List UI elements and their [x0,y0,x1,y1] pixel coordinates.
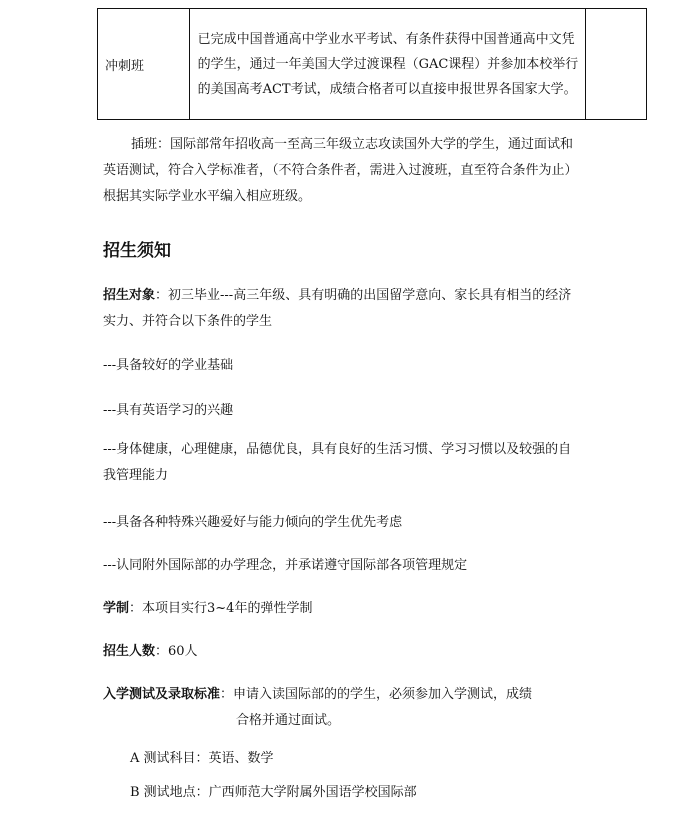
admission-line [103,683,532,702]
duration-label: 学制 [103,601,130,616]
condition-item: ---具备较好的学业基础 [103,358,234,373]
admission-label: 入学测试及录取标准 [103,687,221,702]
enrollment-target-text: ：初三毕业---高三年级、具有明确的出国留学意向、家长具有相当的经济实力、并符合以下条件的学生 [103,288,572,329]
duration-line [103,597,312,616]
test-subjects-line: A 测试科目：英语、数学 [130,751,274,766]
admission-continuation: 合格并通过面试。 [236,713,341,728]
class-table [97,8,647,120]
enrollment-target-label: 招生对象 [103,288,156,303]
table-cell-class-name: 冲刺班 [98,9,190,120]
test-location-line: B 测试地点：广西师范大学附属外国语学校国际部 [130,785,417,800]
enrollment-count-line [103,640,198,659]
table-cell-description: 已完成中国普通高中学业水平考试、有条件获得中国普通高中文凭的学生，通过一年美国大学过渡课程（GAC课程）并参加本校举行的美国高考ACT考试，成绩合格者可以直接申报世界各国家大学。 [189,9,585,120]
table-cell-empty [586,9,647,120]
enrollment-count-label: 招生人数 [103,644,156,659]
condition-item: ---身体健康，心理健康，品德优良，具有良好的生活习惯、学习习惯以及较强的自我管理能力 [103,442,572,483]
section-heading: 招生须知 [103,241,171,261]
condition-item: ---认同附外国际部的办学理念，并承诺遵守国际部各项管理规定 [103,558,468,573]
admission-text: ：申请入读国际部的的学生，必须参加入学测试，成绩 [220,687,533,702]
duration-text: ：本项目实行3~4年的弹性学制 [129,601,313,616]
condition-item: ---具备各种特殊兴趣爱好与能力倾向的学生优先考虑 [103,515,403,530]
condition-item: ---具有英语学习的兴趣 [103,403,234,418]
enrollment-count-text: ：60人 [155,644,198,659]
enrollment-target-paragraph [103,283,579,335]
table-row [98,9,647,120]
transfer-paragraph: 插班：国际部常年招收高一至高三年级立志攻读国外大学的学生，通过面试和英语测试，符合入学标准者，（不符合条件者，需进入过渡班，直至符合条件为止）根据其实际学业水平编入相应班级。 [103,137,578,204]
